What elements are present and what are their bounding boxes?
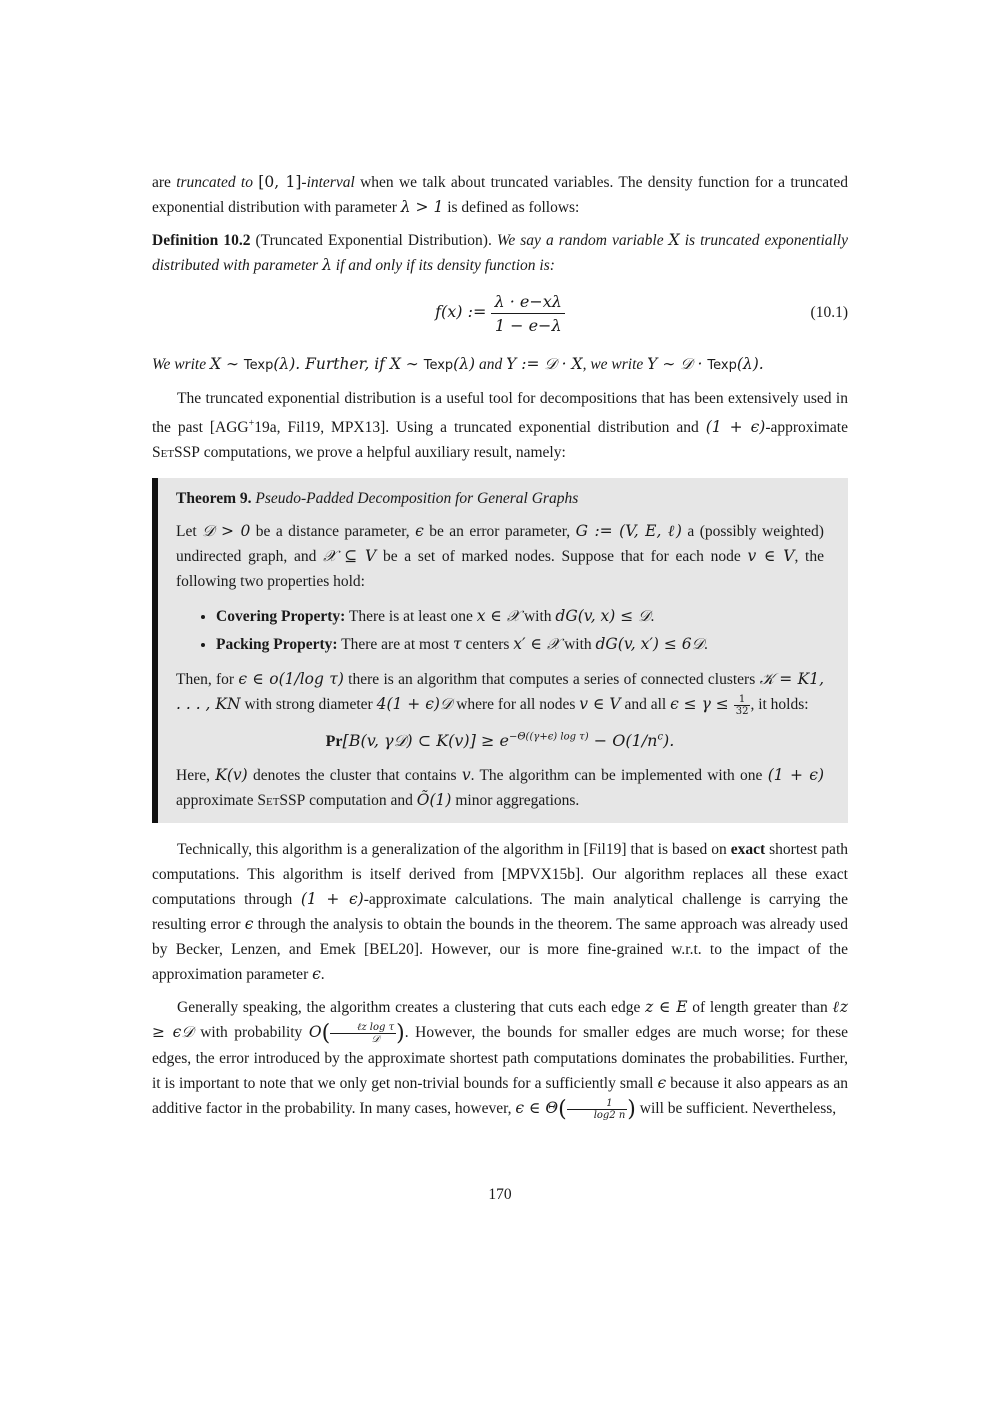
paragraph-generally-speaking: Generally speaking, the algorithm creates a clustering that cuts each edge z ∈ E of length greater than ℓz ≥ ϵ𝒟 with probability O( $\frac{\text{ℓz log τ}}{\text{𝒟}}$ ). However, the bounds for smaller edges are much worse; for these edges, the error introduced by the approximate shortest path computations dominates the probabilities. Further, it is important to note that we only get non-trivial bounds for a sufficiently small ϵ because it also appears as an additive factor in the probability. In many cases, however, ϵ ∈ Θ( $\frac{1}{\log 2 n}$ ) will be sufficient. Nevertheless, bbox=[152, 998, 848, 1123]
paragraph-technically: Technically, this algorithm is a generalization of the algorithm in [Fil19] that is based on exact shortest path computations. This algorithm is itself derived from [MPVX15b]. Our algorithm replaces all these exact computations through (1 + ϵ)-approximate calculations. The main analytical challenge is carrying the resulting error ϵ through the analysis to obtain the bounds in the theorem. The same approach was already used by Becker, Lenzen, and Emek [BEL20]. However, our is more fine-grained w.r.t. to the impact of the approximation parameter ϵ. bbox=[152, 841, 848, 984]
page-content bbox=[152, 170, 848, 1122]
paragraph-truncated-exponential: The truncated exponential distribution is a useful tool for decompositions that has been extensively used in the past [AGG+19a, Fil19, MPX13]. Using a truncated exponential distribution and (1 + ϵ)-approximate SetSSP computations, we prove a helpful auxiliary result, namely: bbox=[152, 390, 848, 462]
equation-number: (10.1) bbox=[810, 304, 848, 321]
covering-property: • Covering Property: There is at least one x ∈ 𝒳 with dG(v, x) ≤ 𝒟. bbox=[216, 604, 824, 629]
packing-property: • Packing Property: There are at most τ centers x′ ∈ 𝒳 with dG(v, x′) ≤ 6𝒟. bbox=[216, 632, 824, 657]
property-list bbox=[176, 604, 824, 657]
definition-block: Definition 10.2 (Truncated Exponential Distribution). We say a random variable X is truncated exponentially distributed with parameter λ if and only if its density function is: bbox=[152, 231, 848, 274]
theorem-premise: Let 𝒟 > 0 be a distance parameter, ϵ be an error parameter, G := (V, E, ℓ) a (possibly weighted) undirected graph, and 𝒳 ⊆ V be a set of marked nodes. Suppose that for each node v ∈ V, the following two properties hold: bbox=[176, 522, 824, 591]
theorem-heading: Theorem 9. Pseudo-Padded Decomposition for General Graphs bbox=[176, 490, 579, 508]
definition-label: Definition 10.2 bbox=[152, 232, 251, 249]
notation-line: We write X ∼ Texp(λ). Further, if X ∼ Texp(λ) and Y := 𝒟 · X, we write Y ∼ 𝒟 · Texp(λ). bbox=[152, 355, 764, 373]
theorem-conclusion: Then, for ϵ ∈ o(1/log τ) there is an algorithm that computes a series of connected clusters 𝒦 = K1, . . . , KN with strong diameter 4(1 + ϵ)𝒟 where for all nodes v ∈ V and all ϵ ≤ γ ≤ $\frac{1}{32}$ , it holds: bbox=[176, 670, 825, 718]
intro-paragraph: are truncated to [0, 1]-interval when we talk about truncated variables. The density function for a truncated exponential distribution with parameter λ > 1 is defined as follows: bbox=[152, 173, 849, 216]
edge-probability-fraction: $\frac{\text{ℓz log τ}}{\text{𝒟}}$ bbox=[330, 1022, 396, 1045]
equation-fraction: $\frac{\lambda \cdot e-x\lambda}{1 - e-\lambda}$ bbox=[491, 292, 564, 335]
theorem-box bbox=[152, 478, 848, 823]
page-number: 170 bbox=[488, 1186, 512, 1203]
gamma-bound-fraction: $\frac{1}{32}$ bbox=[735, 694, 749, 718]
theorem-remark: Here, K(v) denotes the cluster that contains v. The algorithm can be implemented with one (1 + ϵ) approximate SetSSP computation and Õ(1) minor aggregations. bbox=[176, 766, 824, 810]
equation-10-1: f(x) := $\frac{\lambda \cdot e-x\lambda}{1 - e-\lambda}$ (10.1) bbox=[435, 292, 848, 335]
epsilon-theta-fraction: $\frac{1}{\log 2 n}$ bbox=[567, 1098, 628, 1121]
theorem-formula: Pr[B(v, γ𝒟) ⊂ $K(v)] \ge e^{-\Theta((\gamma+\epsilon) log \tau)} - O(1/n^c)$. bbox=[325, 731, 675, 751]
